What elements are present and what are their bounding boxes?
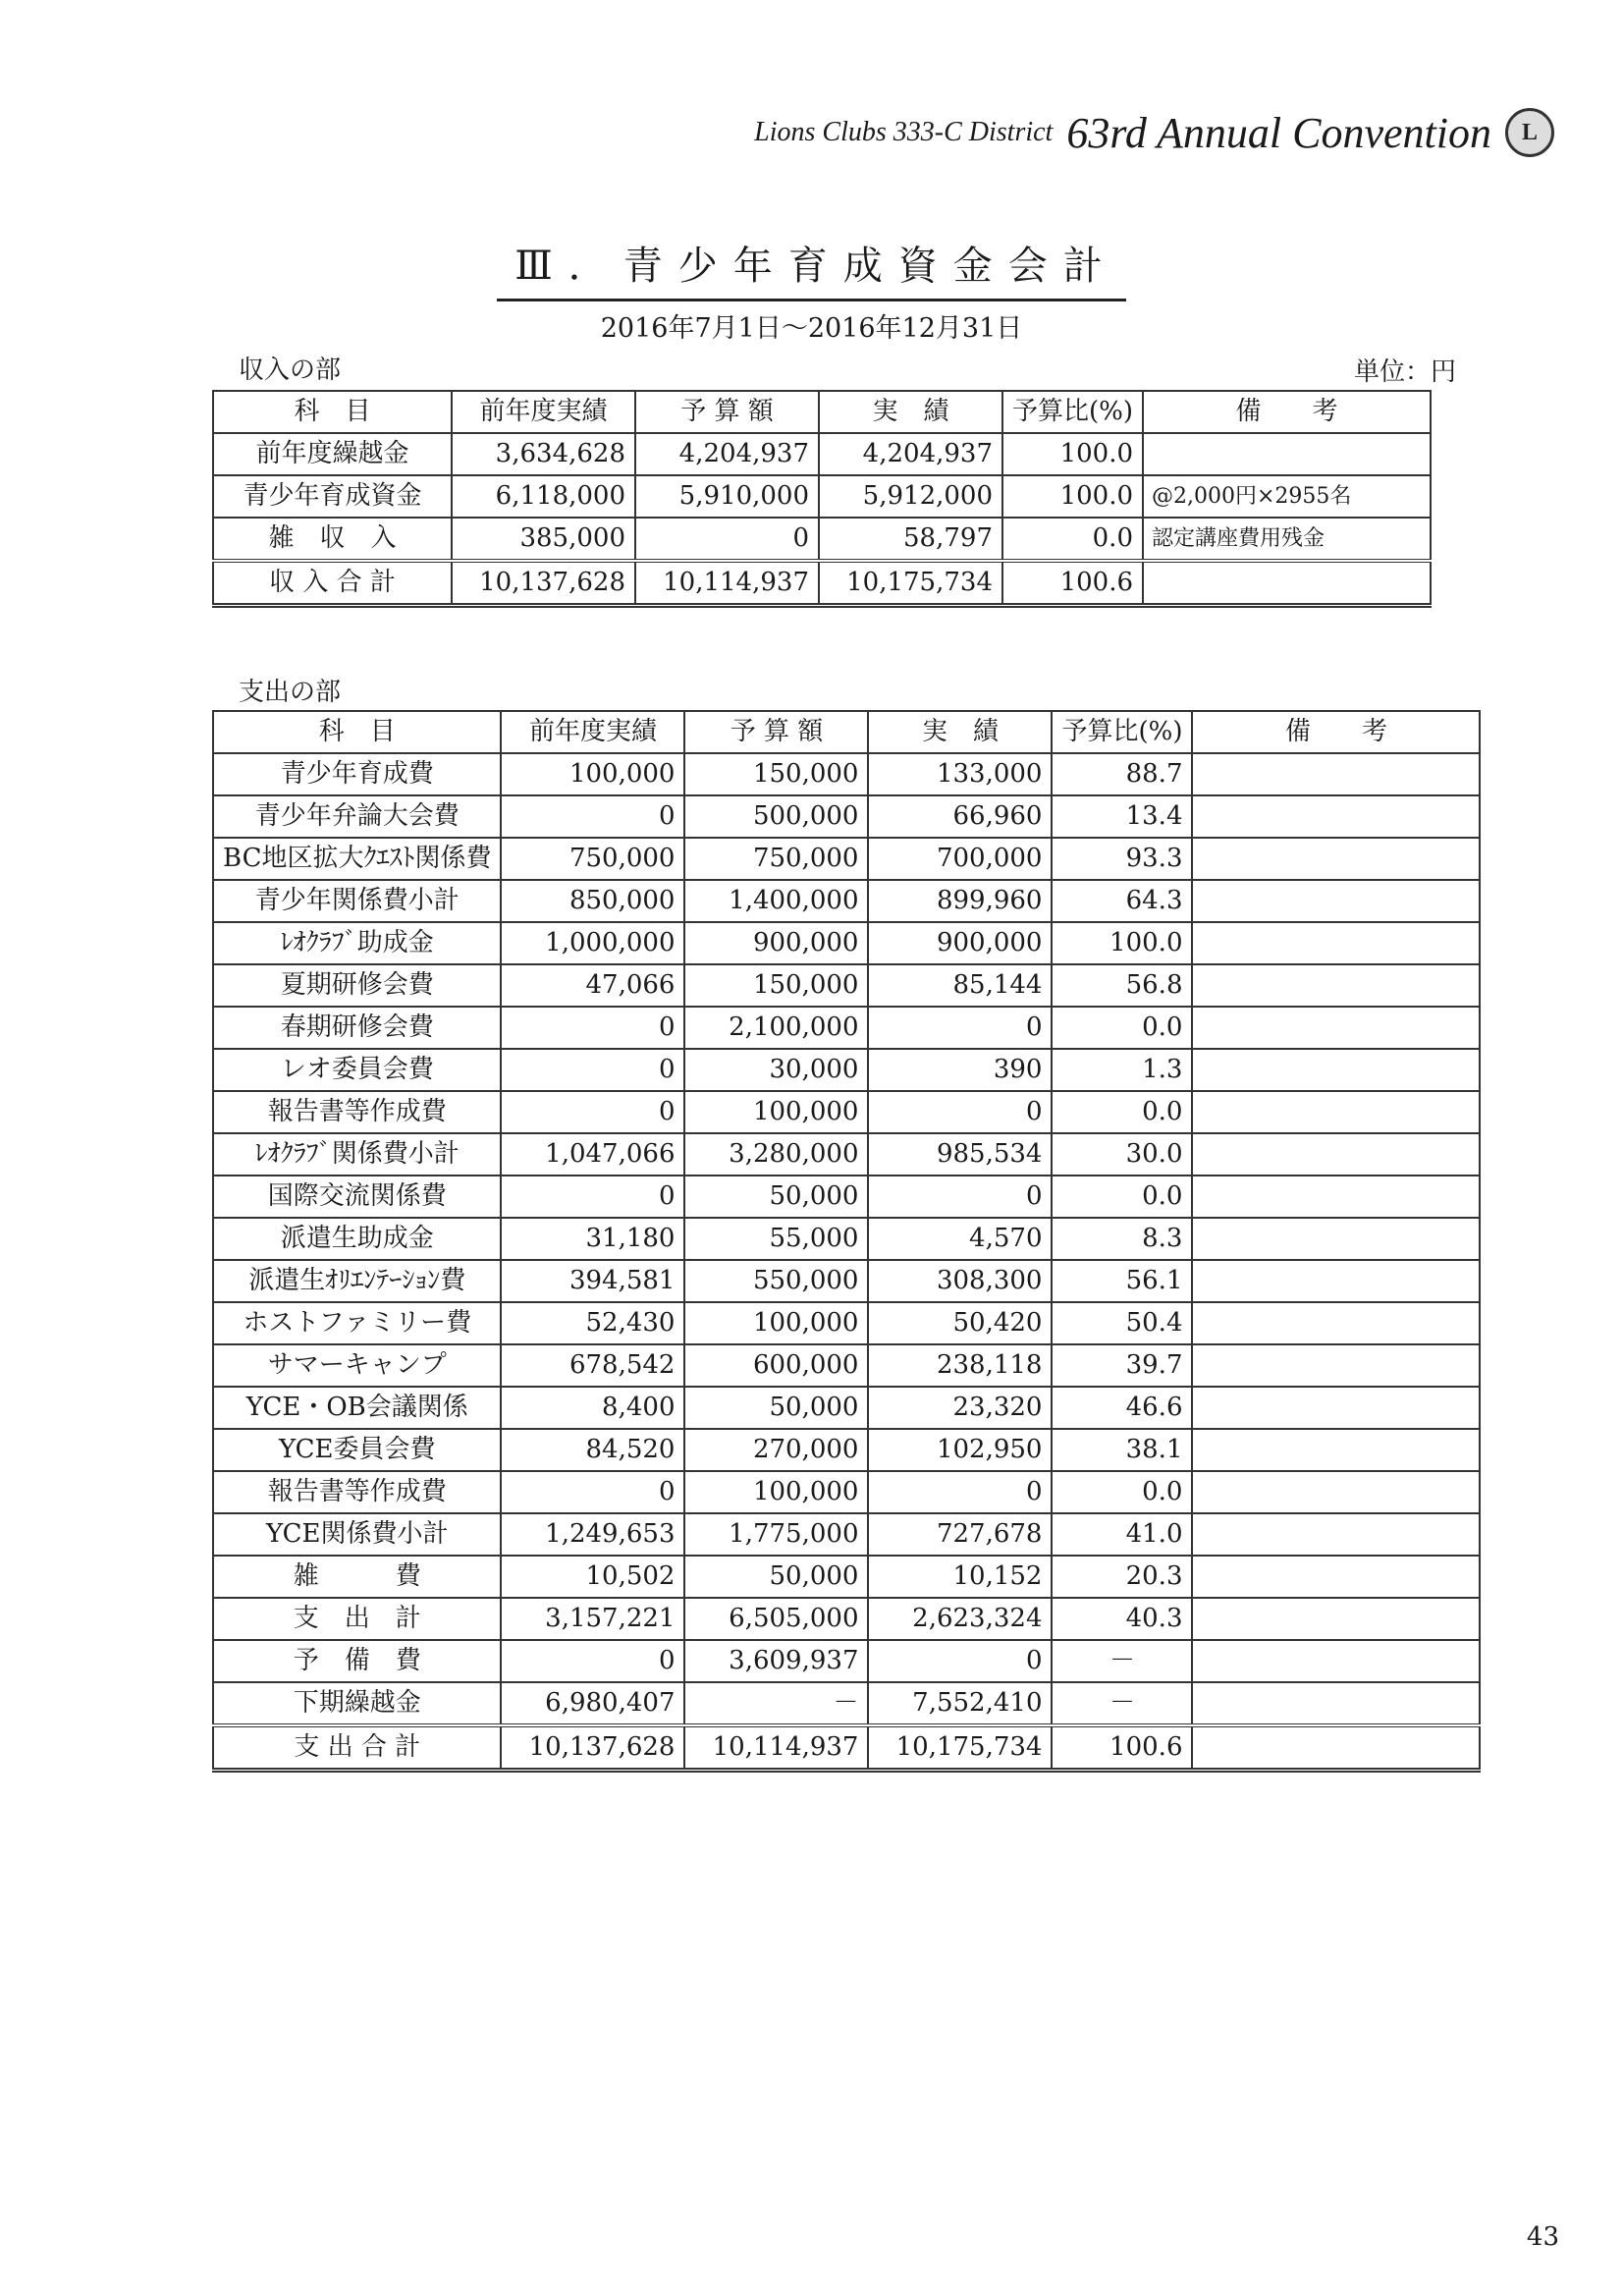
- cell-item: 派遣生ｵﾘｴﾝﾃｰｼｮﾝ費: [213, 1260, 501, 1302]
- column-header: 予算比(%): [1002, 391, 1143, 433]
- table-row: [213, 1049, 1480, 1091]
- cell-ratio: 0.0: [1052, 1091, 1192, 1133]
- column-header: 予 算 額: [635, 391, 819, 433]
- cell-ratio: －: [1052, 1640, 1192, 1682]
- cell-ratio: 56.1: [1052, 1260, 1192, 1302]
- cell-prev: 6,980,407: [501, 1682, 684, 1725]
- cell-ratio: 100.6: [1052, 1725, 1192, 1771]
- cell-actual: 308,300: [868, 1260, 1052, 1302]
- cell-ratio: 100.0: [1002, 433, 1143, 475]
- cell-budget: 100,000: [684, 1471, 868, 1513]
- period: 2016年7月1日～2016年12月31日: [600, 313, 1023, 344]
- table-row: [213, 1556, 1480, 1598]
- table-row: [213, 753, 1480, 795]
- table-row: [213, 1725, 1480, 1771]
- lions-logo-icon: L: [1505, 108, 1554, 157]
- cell-actual: 5,912,000: [819, 475, 1002, 518]
- table-row: [213, 1387, 1480, 1429]
- cell-note: [1192, 1682, 1480, 1725]
- cell-item: 夏期研修会費: [213, 964, 501, 1007]
- cell-actual: 133,000: [868, 753, 1052, 795]
- cell-actual: 727,678: [868, 1513, 1052, 1556]
- cell-note: [1192, 964, 1480, 1007]
- table-row: [213, 1302, 1480, 1344]
- cell-actual: 7,552,410: [868, 1682, 1052, 1725]
- cell-prev: 0: [501, 1640, 684, 1682]
- cell-budget: 150,000: [684, 753, 868, 795]
- cell-budget: 5,910,000: [635, 475, 819, 518]
- cell-item: ﾚｵｸﾗﾌﾞ助成金: [213, 922, 501, 964]
- cell-item: 雑 収 入: [213, 518, 452, 561]
- cell-budget: 3,609,937: [684, 1640, 868, 1682]
- cell-prev: 52,430: [501, 1302, 684, 1344]
- cell-note: [1192, 753, 1480, 795]
- cell-ratio: 40.3: [1052, 1598, 1192, 1640]
- cell-note: [1192, 1175, 1480, 1218]
- cell-actual: 2,623,324: [868, 1598, 1052, 1640]
- cell-ratio: 41.0: [1052, 1513, 1192, 1556]
- cell-ratio: 30.0: [1052, 1133, 1192, 1175]
- event-name: 63rd Annual Convention: [1066, 108, 1491, 157]
- cell-budget: 50,000: [684, 1387, 868, 1429]
- cell-note: [1192, 1429, 1480, 1471]
- cell-actual: 4,204,937: [819, 433, 1002, 475]
- cell-budget: 600,000: [684, 1344, 868, 1387]
- cell-item: 青少年育成資金: [213, 475, 452, 518]
- title-block: [0, 244, 1623, 301]
- cell-note: [1192, 1387, 1480, 1429]
- cell-note: [1192, 1471, 1480, 1513]
- table-row: [213, 1513, 1480, 1556]
- table-row: [213, 1682, 1480, 1725]
- cell-item: 報告書等作成費: [213, 1471, 501, 1513]
- cell-item: ﾚｵｸﾗﾌﾞ関係費小計: [213, 1133, 501, 1175]
- cell-prev: 850,000: [501, 880, 684, 922]
- cell-item: 支 出 計: [213, 1598, 501, 1640]
- cell-budget: 6,505,000: [684, 1598, 868, 1640]
- cell-item: YCE委員会費: [213, 1429, 501, 1471]
- expense-section-label: 支出の部: [239, 678, 342, 707]
- cell-item: 派遣生助成金: [213, 1218, 501, 1260]
- cell-budget: 30,000: [684, 1049, 868, 1091]
- cell-prev: 678,542: [501, 1344, 684, 1387]
- cell-ratio: 0.0: [1052, 1007, 1192, 1049]
- cell-ratio: 88.7: [1052, 753, 1192, 795]
- cell-prev: 0: [501, 1091, 684, 1133]
- cell-ratio: 50.4: [1052, 1302, 1192, 1344]
- cell-actual: 10,175,734: [868, 1725, 1052, 1771]
- cell-actual: 0: [868, 1471, 1052, 1513]
- cell-item: 春期研修会費: [213, 1007, 501, 1049]
- cell-prev: 0: [501, 1049, 684, 1091]
- cell-ratio: －: [1052, 1682, 1192, 1725]
- cell-budget: 55,000: [684, 1218, 868, 1260]
- org-name: Lions Clubs 333-C District: [754, 117, 1054, 147]
- cell-prev: 100,000: [501, 753, 684, 795]
- cell-budget: 100,000: [684, 1091, 868, 1133]
- cell-prev: 10,137,628: [501, 1725, 684, 1771]
- cell-note: [1143, 433, 1431, 475]
- column-header: 備 考: [1143, 391, 1431, 433]
- column-header: 実 績: [868, 711, 1052, 753]
- cell-note: [1192, 880, 1480, 922]
- cell-actual: 10,152: [868, 1556, 1052, 1598]
- table-header-row: [213, 391, 1431, 433]
- cell-note: [1192, 1556, 1480, 1598]
- cell-note: [1192, 1344, 1480, 1387]
- cell-prev: 385,000: [452, 518, 635, 561]
- cell-item: ホストファミリー費: [213, 1302, 501, 1344]
- cell-prev: 3,157,221: [501, 1598, 684, 1640]
- cell-note: [1192, 1640, 1480, 1682]
- cell-ratio: 56.8: [1052, 964, 1192, 1007]
- cell-budget: 500,000: [684, 795, 868, 838]
- cell-budget: 50,000: [684, 1556, 868, 1598]
- cell-budget: 550,000: [684, 1260, 868, 1302]
- cell-actual: 0: [868, 1007, 1052, 1049]
- page-header: [754, 103, 1554, 162]
- cell-item: 青少年弁論大会費: [213, 795, 501, 838]
- cell-budget: 50,000: [684, 1175, 868, 1218]
- cell-ratio: 64.3: [1052, 880, 1192, 922]
- cell-actual: 50,420: [868, 1302, 1052, 1344]
- table-row: [213, 475, 1431, 518]
- cell-item: 支 出 合 計: [213, 1725, 501, 1771]
- column-header: 前年度実績: [452, 391, 635, 433]
- cell-prev: 10,502: [501, 1556, 684, 1598]
- table-row: [213, 795, 1480, 838]
- cell-note: [1192, 1007, 1480, 1049]
- cell-item: 予 備 費: [213, 1640, 501, 1682]
- cell-prev: 0: [501, 1471, 684, 1513]
- cell-prev: 0: [501, 1007, 684, 1049]
- cell-budget: 1,400,000: [684, 880, 868, 922]
- column-header: 前年度実績: [501, 711, 684, 753]
- table-row: [213, 1429, 1480, 1471]
- cell-item: 前年度繰越金: [213, 433, 452, 475]
- cell-note: [1192, 922, 1480, 964]
- table-header-row: [213, 711, 1480, 753]
- cell-item: サマーキャンプ: [213, 1344, 501, 1387]
- cell-item: BC地区拡大ｸｴｽﾄ関係費: [213, 838, 501, 880]
- cell-actual: 900,000: [868, 922, 1052, 964]
- cell-item: 国際交流関係費: [213, 1175, 501, 1218]
- cell-actual: 85,144: [868, 964, 1052, 1007]
- table-row: [213, 1598, 1480, 1640]
- table-row: [213, 1007, 1480, 1049]
- cell-actual: 4,570: [868, 1218, 1052, 1260]
- table-row: [213, 518, 1431, 561]
- cell-actual: 66,960: [868, 795, 1052, 838]
- cell-ratio: 1.3: [1052, 1049, 1192, 1091]
- cell-item: 雑 費: [213, 1556, 501, 1598]
- cell-actual: 390: [868, 1049, 1052, 1091]
- cell-item: YCE関係費小計: [213, 1513, 501, 1556]
- cell-item: 収 入 合 計: [213, 561, 452, 606]
- cell-item: 青少年育成費: [213, 753, 501, 795]
- cell-actual: 985,534: [868, 1133, 1052, 1175]
- column-header: 予算比(%): [1052, 711, 1192, 753]
- cell-budget: 270,000: [684, 1429, 868, 1471]
- column-header: 予 算 額: [684, 711, 868, 753]
- cell-prev: 394,581: [501, 1260, 684, 1302]
- cell-prev: 8,400: [501, 1387, 684, 1429]
- unit-label: 単位：円: [1353, 357, 1456, 387]
- cell-budget: －: [684, 1682, 868, 1725]
- cell-note: [1192, 1260, 1480, 1302]
- cell-item: 下期繰越金: [213, 1682, 501, 1725]
- cell-item: レオ委員会費: [213, 1049, 501, 1091]
- cell-budget: 900,000: [684, 922, 868, 964]
- cell-budget: 4,204,937: [635, 433, 819, 475]
- expense-table: [212, 710, 1481, 1773]
- table-row: [213, 838, 1480, 880]
- cell-ratio: 20.3: [1052, 1556, 1192, 1598]
- table-row: [213, 1344, 1480, 1387]
- cell-budget: 750,000: [684, 838, 868, 880]
- cell-actual: 0: [868, 1640, 1052, 1682]
- table-row: [213, 1091, 1480, 1133]
- cell-note: [1143, 561, 1431, 606]
- cell-prev: 0: [501, 795, 684, 838]
- cell-note: [1192, 838, 1480, 880]
- cell-budget: 1,775,000: [684, 1513, 868, 1556]
- cell-note: @2,000円×2955名: [1143, 475, 1431, 518]
- cell-note: [1192, 1598, 1480, 1640]
- cell-budget: 2,100,000: [684, 1007, 868, 1049]
- cell-actual: 58,797: [819, 518, 1002, 561]
- cell-prev: 31,180: [501, 1218, 684, 1260]
- cell-ratio: 13.4: [1052, 795, 1192, 838]
- cell-budget: 0: [635, 518, 819, 561]
- income-section-label: 収入の部: [239, 355, 342, 385]
- column-header: 科 目: [213, 391, 452, 433]
- cell-item: 青少年関係費小計: [213, 880, 501, 922]
- cell-note: [1192, 1513, 1480, 1556]
- table-row: [213, 922, 1480, 964]
- table-row: [213, 1218, 1480, 1260]
- cell-actual: 700,000: [868, 838, 1052, 880]
- column-header: 実 績: [819, 391, 1002, 433]
- cell-note: [1192, 1133, 1480, 1175]
- cell-ratio: 0.0: [1052, 1471, 1192, 1513]
- cell-budget: 3,280,000: [684, 1133, 868, 1175]
- cell-actual: 102,950: [868, 1429, 1052, 1471]
- table-row: [213, 964, 1480, 1007]
- cell-item: 報告書等作成費: [213, 1091, 501, 1133]
- table-row: [213, 1640, 1480, 1682]
- cell-prev: 47,066: [501, 964, 684, 1007]
- cell-item: YCE・OB会議関係: [213, 1387, 501, 1429]
- cell-ratio: 100.0: [1002, 475, 1143, 518]
- table-row: [213, 1133, 1480, 1175]
- cell-prev: 0: [501, 1175, 684, 1218]
- cell-actual: 10,175,734: [819, 561, 1002, 606]
- cell-note: [1192, 1218, 1480, 1260]
- cell-budget: 100,000: [684, 1302, 868, 1344]
- cell-actual: 0: [868, 1175, 1052, 1218]
- table-row: [213, 1175, 1480, 1218]
- table-row: [213, 1260, 1480, 1302]
- cell-ratio: 100.6: [1002, 561, 1143, 606]
- table-row: [213, 561, 1431, 606]
- cell-actual: 23,320: [868, 1387, 1052, 1429]
- table-row: [213, 1471, 1480, 1513]
- cell-ratio: 46.6: [1052, 1387, 1192, 1429]
- cell-budget: 10,114,937: [684, 1725, 868, 1771]
- cell-prev: 10,137,628: [452, 561, 635, 606]
- cell-budget: 10,114,937: [635, 561, 819, 606]
- cell-prev: 84,520: [501, 1429, 684, 1471]
- cell-prev: 750,000: [501, 838, 684, 880]
- table-row: [213, 433, 1431, 475]
- cell-actual: 899,960: [868, 880, 1052, 922]
- cell-note: [1192, 1725, 1480, 1771]
- cell-note: [1192, 1302, 1480, 1344]
- cell-prev: 1,249,653: [501, 1513, 684, 1556]
- cell-actual: 0: [868, 1091, 1052, 1133]
- cell-ratio: 100.0: [1052, 922, 1192, 964]
- page-number: 43: [1526, 2222, 1559, 2252]
- cell-note: 認定講座費用残金: [1143, 518, 1431, 561]
- cell-note: [1192, 1091, 1480, 1133]
- cell-ratio: 8.3: [1052, 1218, 1192, 1260]
- cell-note: [1192, 795, 1480, 838]
- column-header: 備 考: [1192, 711, 1480, 753]
- cell-note: [1192, 1049, 1480, 1091]
- table-row: [213, 880, 1480, 922]
- cell-actual: 238,118: [868, 1344, 1052, 1387]
- cell-budget: 150,000: [684, 964, 868, 1007]
- cell-ratio: 0.0: [1052, 1175, 1192, 1218]
- cell-prev: 1,000,000: [501, 922, 684, 964]
- column-header: 科 目: [213, 711, 501, 753]
- cell-prev: 6,118,000: [452, 475, 635, 518]
- cell-prev: 3,634,628: [452, 433, 635, 475]
- cell-ratio: 39.7: [1052, 1344, 1192, 1387]
- cell-ratio: 0.0: [1002, 518, 1143, 561]
- cell-ratio: 38.1: [1052, 1429, 1192, 1471]
- page-title: Ⅲ．青少年育成資金会計: [497, 244, 1126, 301]
- income-table: [212, 390, 1432, 608]
- cell-ratio: 93.3: [1052, 838, 1192, 880]
- cell-prev: 1,047,066: [501, 1133, 684, 1175]
